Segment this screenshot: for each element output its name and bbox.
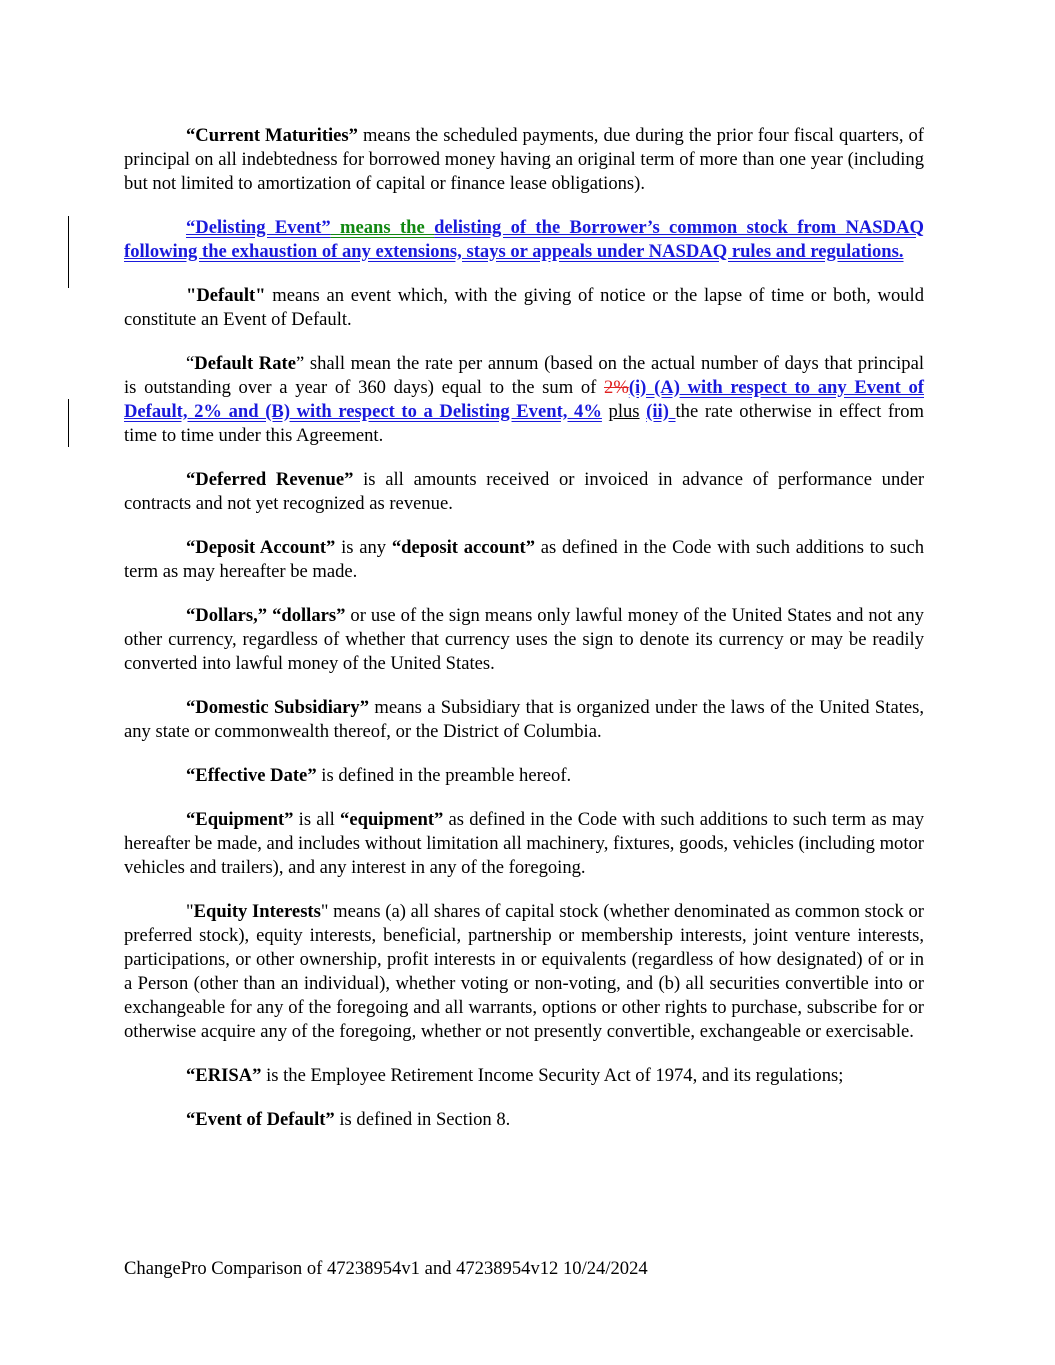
inserted-text: (i) (A) with respect to any Event of Default, 2% and (B) with respect to a Delisting Event, 4%: [124, 377, 924, 422]
definition-text-end: the rate otherwise in effect from time to time under this Agreement.: [124, 401, 925, 446]
term: “ERISA”: [186, 1065, 262, 1086]
definition-deposit-account: [124, 536, 924, 584]
definition-text: means an event which, with the giving of notice or the lapse of time or both, would constitute an Event of Default.: [124, 285, 924, 330]
term: Equity Interests: [193, 901, 321, 922]
term-2: “deposit account”: [391, 537, 535, 558]
term-2: “equipment”: [340, 809, 444, 830]
definition-text: means the scheduled payments, due during the prior four fiscal quarters, of principal on all indebtedness for borrowed money having an original term of more than one year (including but not limited to amortization of capital or finance lease obligations).: [124, 125, 924, 194]
definition-text: means a Subsidiary that is organized under the laws of the United States, any state or commonwealth thereof, or the District of Columbia.: [124, 697, 924, 742]
definition-deferred-revenue: [124, 468, 924, 516]
space: [602, 401, 609, 422]
definition-text: is any: [335, 537, 392, 558]
definition-text: or use of the sign means only lawful money of the United States and not any other currency, regardless of whether that currency uses the sign to denote its currency or may be readily converted into lawful money of the United States.: [124, 605, 924, 674]
definition-equipment: [124, 808, 924, 880]
definition-default-rate: [124, 352, 924, 448]
term: “Event of Default”: [186, 1109, 335, 1130]
inserted-term: “Delisting Event”: [186, 217, 331, 238]
term: “Deposit Account”: [186, 537, 336, 558]
document-page: [124, 124, 924, 1152]
definition-equity-interests: [124, 900, 924, 1044]
definition-text: ” shall mean the rate per annum (based on the actual number of days that principal is outstanding over a year of 360 days) equal to the sum of: [124, 353, 924, 398]
open-quote: ": [186, 901, 194, 922]
definition-text: " means (a) all shares of capital stock (whether denominated as common stock or preferred stock), equity interests, beneficial, partnership or membership interests, joint venture interests, participations, or other ownership, profit interests in or equivalents (regardless of how designated) of or in a Person (other than an individual), whether voting or non-voting, and (b) all securities convertible into or exchangeable for any of the foregoing and all warrants, options or other rights to purchase, subscribe for or otherwise acquire any of the foregoing, whether or not presently convertible, exchangeable or exercisable.: [124, 901, 924, 1042]
definition-text: is all amounts received or invoiced in advance of performance under contracts and not yet recognized as revenue.: [124, 469, 925, 514]
term: “Domestic Subsidiary”: [186, 697, 370, 718]
definition-dollars: [124, 604, 924, 676]
plus-text: plus: [608, 401, 640, 422]
footer-comparison-label: ChangePro Comparison of 47238954v1 and 47238954v12 10/24/2024: [124, 1258, 648, 1279]
term: Default Rate: [194, 353, 296, 374]
change-bar-delisting: [68, 216, 69, 288]
definition-text: is all: [293, 809, 341, 830]
definition-text-2: as defined in the Code with such additions to such term as may hereafter be made.: [124, 537, 924, 582]
term: “Equipment”: [186, 809, 294, 830]
definition-event-of-default: [124, 1108, 924, 1132]
definition-current-maturities: [124, 124, 924, 196]
inserted-text-2: (ii): [646, 401, 676, 422]
definition-default: [124, 284, 924, 332]
term: "Default": [186, 285, 266, 306]
term: “Deferred Revenue”: [186, 469, 354, 490]
deleted-text: 2%: [604, 377, 629, 398]
term: “Effective Date”: [186, 765, 317, 786]
definition-text: is defined in the preamble hereof.: [316, 765, 572, 786]
definition-text: is defined in Section 8.: [334, 1109, 511, 1130]
open-quote: “: [186, 353, 195, 374]
moved-text: means the: [330, 217, 435, 238]
definition-erisa: [124, 1064, 924, 1088]
definition-delisting-event: [124, 216, 924, 264]
term: “Dollars,” “dollars”: [186, 605, 346, 626]
definition-domestic-subsidiary: [124, 696, 924, 744]
term: “Current Maturities”: [186, 125, 358, 146]
change-bar-default-rate: [68, 399, 69, 447]
inserted-text: delisting of the Borrower’s common stock from NASDAQ following the exhaustion of any extensions, stays or appeals under NASDAQ rules and regulations.: [124, 217, 924, 262]
definition-text: is the Employee Retirement Income Security Act of 1974, and its regulations;: [261, 1065, 844, 1086]
definition-text-2: as defined in the Code with such additions to such term as may hereafter be made, and includes without limitation all machinery, fixtures, goods, vehicles (including motor vehicles and trailers), and any interest in any of the foregoing.: [124, 809, 924, 878]
definition-effective-date: [124, 764, 924, 788]
